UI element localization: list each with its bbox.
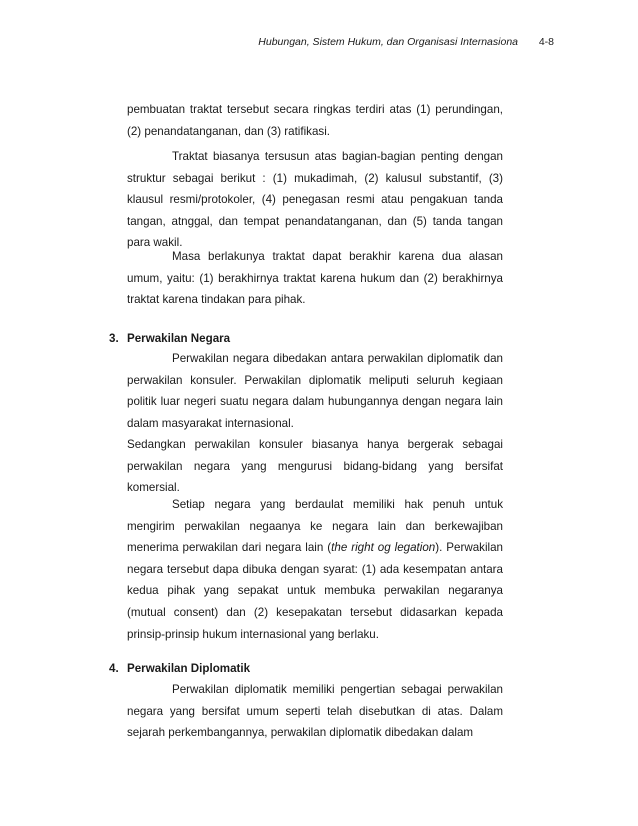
paragraph: pembuatan traktat tersebut secara ringkas terdiri atas (1) perundingan, (2) penandatanganan, dan (3) ratifikasi. [127, 103, 503, 138]
paragraph-text: ). Perwakilan negara tersebut dapa dibuka dengan syarat: (1) ada kesempatan antara kedua pihak yang sepakat untuk membuka perwakilan negaranya (mutual consent) dan (2) kesepakatan tersebut didasarkan kepada prinsip-prinsip hukum internasional yang berlaku. [127, 541, 504, 641]
paragraph-text: Setiap negara yang berdaulat memiliki hak penuh untuk mengirim perwakilan negaanya ke negara lain dan berkewajiban menerima perwakilan dari negara lain ( [127, 498, 503, 555]
italic-phrase: the right og legation [331, 541, 436, 555]
section-number: 4. [109, 662, 119, 675]
paragraph: Sedangkan perwakilan konsuler biasanya hanya bergerak sebagai perwakilan negara yang mengurusi bidang-bidang yang bersifat komersial. [127, 438, 503, 495]
paragraph: Perwakilan negara dibedakan antara perwakilan diplomatik dan perwakilan konsuler. Perwakilan diplomatik meliputi seluruh kegiaan politik luar negeri suatu negara dalam hubungannya dengan negara lain dalam masyarakat internasional. [127, 352, 503, 430]
paragraph [127, 494, 503, 645]
header-title: Hubungan, Sistem Hukum, dan Organisasi Internasiona [258, 36, 518, 48]
paragraph: Masa berlakunya traktat dapat berakhir karena dua alasan umum, yaitu: (1) berakhirnya traktat karena hukum dan (2) berakhirnya traktat karena tindakan para pihak. [127, 250, 503, 307]
section-title: Perwakilan Diplomatik [127, 662, 251, 675]
section-number: 3. [109, 332, 119, 345]
paragraph: Perwakilan diplomatik memiliki pengertian sebagai perwakilan negara yang bersifat umum seperti telah disebutkan di atas. Dalam sejarah perkembangannya, perwakilan diplomatik dibedakan dalam [127, 683, 503, 740]
running-header [0, 36, 638, 52]
section-heading [109, 662, 250, 675]
section-title: Perwakilan Negara [127, 332, 231, 345]
paragraph: Traktat biasanya tersusun atas bagian-bagian penting dengan struktur sebagai berikut : (1) mukadimah, (2) kalusul substantif, (3) klausul resmi/protokoler, (4) penegasan resmi atau pengakuan tanda tangan, atnggal, dan tempat penandatanganan, dan (5) tanda tangan para wakil. [127, 150, 503, 250]
section-heading [109, 332, 230, 345]
page-number: 4-8 [538, 36, 554, 48]
